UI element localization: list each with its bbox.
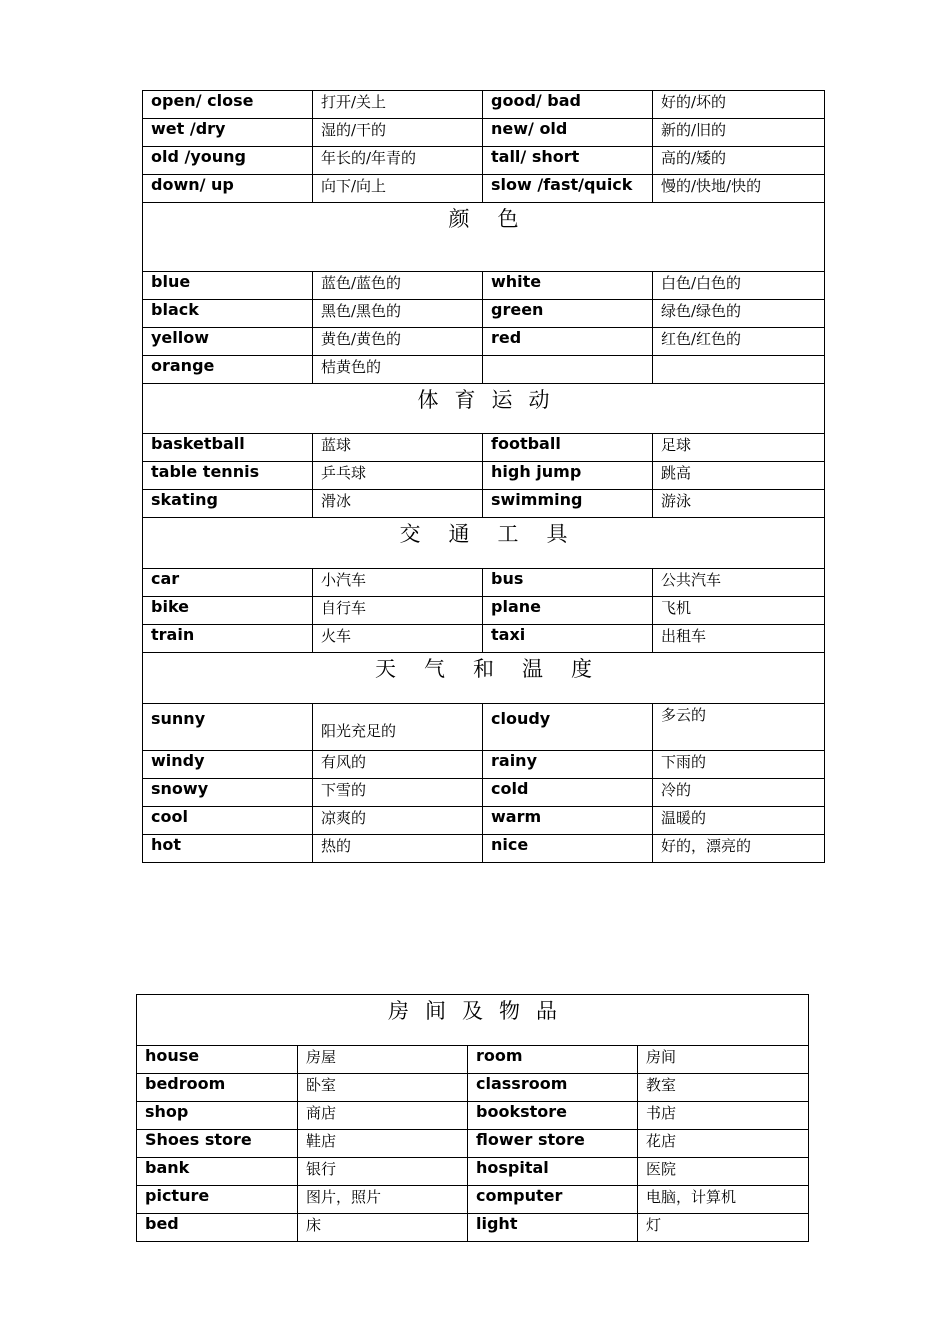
chinese-meaning: 游泳: [653, 490, 825, 518]
english-word: slow /fast/quick: [483, 175, 653, 203]
english-word: warm: [483, 807, 653, 835]
chinese-meaning: 阳光充足的: [313, 704, 483, 751]
section-header-row: [143, 384, 825, 434]
english-word: tall/ short: [483, 147, 653, 175]
table-row: [143, 835, 825, 863]
english-word: yellow: [143, 328, 313, 356]
chinese-meaning: 卧室: [298, 1074, 468, 1102]
table-row: [143, 569, 825, 597]
chinese-meaning: 白色/白色的: [653, 272, 825, 300]
table-row: [137, 1102, 809, 1130]
section-title-colors: 颜 色: [143, 203, 825, 272]
chinese-meaning: 凉爽的: [313, 807, 483, 835]
chinese-meaning: 床: [298, 1214, 468, 1242]
chinese-meaning: 小汽车: [313, 569, 483, 597]
english-word: taxi: [483, 625, 653, 653]
chinese-meaning: 滑冰: [313, 490, 483, 518]
english-word: green: [483, 300, 653, 328]
section-header-row: [143, 518, 825, 569]
chinese-meaning: 花店: [638, 1130, 809, 1158]
table-row: [137, 1046, 809, 1074]
english-word: shop: [137, 1102, 298, 1130]
vocab-table-2: [136, 994, 809, 1242]
chinese-meaning: 商店: [298, 1102, 468, 1130]
chinese-meaning: 桔黄色的: [313, 356, 483, 384]
table-row: [137, 1074, 809, 1102]
english-word: plane: [483, 597, 653, 625]
chinese-meaning: 房屋: [298, 1046, 468, 1074]
chinese-meaning: 温暖的: [653, 807, 825, 835]
english-word: Shoes store: [137, 1130, 298, 1158]
table-row: [137, 1186, 809, 1214]
chinese-meaning: 红色/红色的: [653, 328, 825, 356]
table-row: [143, 704, 825, 751]
section-title-weather: 天 气 和 温 度: [143, 653, 825, 704]
chinese-meaning: 电脑，计算机: [638, 1186, 809, 1214]
english-word: rainy: [483, 751, 653, 779]
chinese-meaning: 新的/旧的: [653, 119, 825, 147]
table-row: [143, 175, 825, 203]
table-row: [137, 1158, 809, 1186]
english-word: new/ old: [483, 119, 653, 147]
english-word: snowy: [143, 779, 313, 807]
english-word: white: [483, 272, 653, 300]
chinese-meaning: 好的/坏的: [653, 91, 825, 119]
english-word: red: [483, 328, 653, 356]
english-word: football: [483, 434, 653, 462]
table-row: [143, 434, 825, 462]
english-word: nice: [483, 835, 653, 863]
chinese-meaning: 跳高: [653, 462, 825, 490]
table-row: [143, 328, 825, 356]
english-word: train: [143, 625, 313, 653]
chinese-meaning: 年长的/年青的: [313, 147, 483, 175]
chinese-meaning: 黄色/黄色的: [313, 328, 483, 356]
english-word: cold: [483, 779, 653, 807]
chinese-meaning: 湿的/干的: [313, 119, 483, 147]
chinese-meaning: 自行车: [313, 597, 483, 625]
chinese-meaning: 多云的: [653, 704, 825, 751]
english-word: computer: [468, 1186, 638, 1214]
english-word: bookstore: [468, 1102, 638, 1130]
english-word: orange: [143, 356, 313, 384]
table-row: [143, 751, 825, 779]
english-word: classroom: [468, 1074, 638, 1102]
english-word: bedroom: [137, 1074, 298, 1102]
chinese-meaning: 灯: [638, 1214, 809, 1242]
chinese-meaning: 飞机: [653, 597, 825, 625]
table-row: [143, 779, 825, 807]
english-word: flower store: [468, 1130, 638, 1158]
english-word: house: [137, 1046, 298, 1074]
chinese-meaning: 教室: [638, 1074, 809, 1102]
table-row: [143, 147, 825, 175]
chinese-meaning: 鞋店: [298, 1130, 468, 1158]
chinese-meaning: 蓝球: [313, 434, 483, 462]
chinese-meaning: 热的: [313, 835, 483, 863]
table-row: [143, 300, 825, 328]
chinese-meaning: 好的，漂亮的: [653, 835, 825, 863]
english-word: good/ bad: [483, 91, 653, 119]
section-header-row: [137, 995, 809, 1046]
table-row: [143, 356, 825, 384]
chinese-meaning: 图片，照片: [298, 1186, 468, 1214]
chinese-meaning: 乒乓球: [313, 462, 483, 490]
chinese-meaning: 下雨的: [653, 751, 825, 779]
chinese-meaning: 绿色/绿色的: [653, 300, 825, 328]
vocab-table-1: [142, 90, 825, 863]
table-row: [137, 1130, 809, 1158]
chinese-meaning: 慢的/快地/快的: [653, 175, 825, 203]
english-word: windy: [143, 751, 313, 779]
chinese-meaning: 黑色/黑色的: [313, 300, 483, 328]
english-word: cool: [143, 807, 313, 835]
english-word: table tennis: [143, 462, 313, 490]
english-word: light: [468, 1214, 638, 1242]
chinese-meaning: 出租车: [653, 625, 825, 653]
english-word: old /young: [143, 147, 313, 175]
english-word: hot: [143, 835, 313, 863]
english-word: wet /dry: [143, 119, 313, 147]
english-word: bike: [143, 597, 313, 625]
english-word: bus: [483, 569, 653, 597]
english-word: cloudy: [483, 704, 653, 751]
section-header-row: [143, 653, 825, 704]
table-row: [143, 807, 825, 835]
english-word: blue: [143, 272, 313, 300]
section-title-transport: 交 通 工 具: [143, 518, 825, 569]
table-row: [137, 1214, 809, 1242]
chinese-meaning: 有风的: [313, 751, 483, 779]
table-row: [143, 91, 825, 119]
english-word: car: [143, 569, 313, 597]
table-row: [143, 625, 825, 653]
chinese-meaning: 书店: [638, 1102, 809, 1130]
chinese-meaning: 下雪的: [313, 779, 483, 807]
chinese-meaning: 高的/矮的: [653, 147, 825, 175]
chinese-meaning: 房间: [638, 1046, 809, 1074]
english-word: bank: [137, 1158, 298, 1186]
chinese-meaning: 火车: [313, 625, 483, 653]
chinese-meaning: [653, 356, 825, 384]
section-title-rooms: 房 间 及 物 品: [137, 995, 809, 1046]
chinese-meaning: 足球: [653, 434, 825, 462]
chinese-meaning: 打开/关上: [313, 91, 483, 119]
chinese-meaning: 向下/向上: [313, 175, 483, 203]
english-word: basketball: [143, 434, 313, 462]
table-row: [143, 597, 825, 625]
table-row: [143, 462, 825, 490]
english-word: [483, 356, 653, 384]
english-word: bed: [137, 1214, 298, 1242]
chinese-meaning: 公共汽车: [653, 569, 825, 597]
table-row: [143, 119, 825, 147]
chinese-meaning: 银行: [298, 1158, 468, 1186]
section-title-sports: 体 育 运 动: [143, 384, 825, 434]
table-row: [143, 490, 825, 518]
chinese-meaning: 蓝色/蓝色的: [313, 272, 483, 300]
english-word: high jump: [483, 462, 653, 490]
chinese-meaning: 医院: [638, 1158, 809, 1186]
english-word: room: [468, 1046, 638, 1074]
english-word: black: [143, 300, 313, 328]
english-word: sunny: [143, 704, 313, 751]
english-word: picture: [137, 1186, 298, 1214]
english-word: open/ close: [143, 91, 313, 119]
chinese-meaning: 冷的: [653, 779, 825, 807]
english-word: hospital: [468, 1158, 638, 1186]
english-word: swimming: [483, 490, 653, 518]
english-word: down/ up: [143, 175, 313, 203]
english-word: skating: [143, 490, 313, 518]
table-row: [143, 272, 825, 300]
section-header-row: [143, 203, 825, 272]
